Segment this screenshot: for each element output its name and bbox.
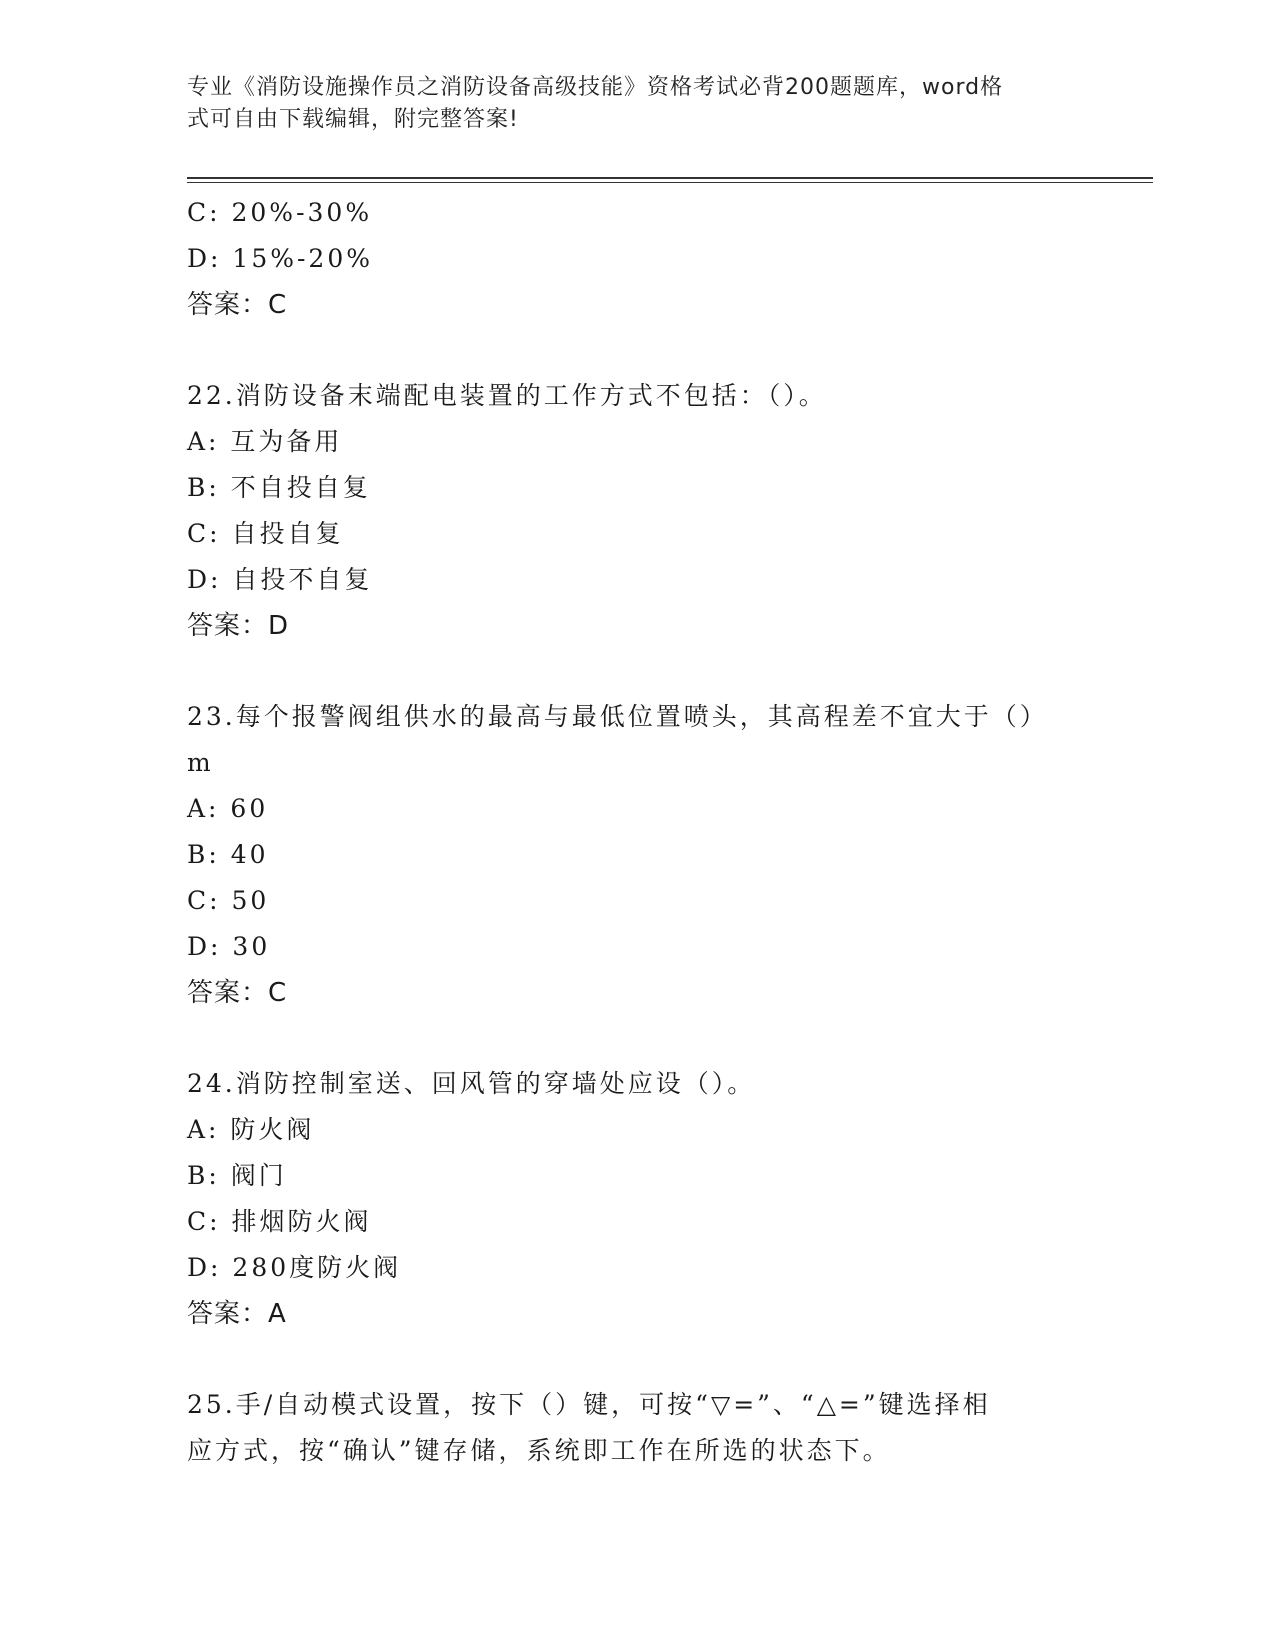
header-line-2: 式可自由下载编辑，附完整答案! xyxy=(187,107,519,132)
header-line-1: 专业《消防设施操作员之消防设备高级技能》资格考试必背200题题库，word格 xyxy=(187,75,1004,100)
option-a: A: 60 xyxy=(187,794,269,823)
question-23 xyxy=(187,694,1087,1016)
option-a: A: 互为备用 xyxy=(187,427,343,456)
answer: 答案：D xyxy=(187,611,290,641)
option-c: C: 50 xyxy=(187,886,270,915)
spacer xyxy=(187,328,1087,373)
option-d: D: 30 xyxy=(187,932,271,961)
option-d: D: 280度防火阀 xyxy=(187,1253,402,1282)
answer: 答案：C xyxy=(187,290,288,320)
answer: 答案：A xyxy=(187,1299,287,1329)
question-22 xyxy=(187,373,1087,649)
question-24 xyxy=(187,1061,1087,1337)
option-a: A: 防火阀 xyxy=(187,1115,315,1144)
question-text-line-2: m xyxy=(187,748,214,777)
question-text-line-1: 23.每个报警阀组供水的最高与最低位置喷头，其高程差不宜大于（） xyxy=(187,702,1048,731)
option-d: D: 自投不自复 xyxy=(187,565,373,594)
question-21-tail xyxy=(187,190,1087,328)
spacer xyxy=(187,1337,1087,1382)
option-c: C: 自投自复 xyxy=(187,519,344,548)
option-b: B: 阀门 xyxy=(187,1161,287,1190)
option-c: C: 排烟防火阀 xyxy=(187,1207,372,1236)
question-text-line-2: 应方式，按“确认”键存储，系统即工作在所选的状态下。 xyxy=(187,1436,891,1465)
option-d: D: 15%-20% xyxy=(187,244,373,273)
answer: 答案：C xyxy=(187,978,288,1008)
option-c: C: 20%-30% xyxy=(187,198,373,227)
question-text: 24.消防控制室送、回风管的穿墙处应设（）。 xyxy=(187,1069,756,1098)
option-b: B: 40 xyxy=(187,840,269,869)
question-text-line-1: 25.手/自动模式设置，按下（）键，可按“▽=”、“△=”键选择相 xyxy=(187,1390,991,1419)
option-b: B: 不自投自复 xyxy=(187,473,371,502)
spacer xyxy=(187,1016,1087,1061)
question-list xyxy=(187,190,1087,1474)
header-divider-thick xyxy=(187,177,1153,179)
header-divider-thin xyxy=(187,182,1153,183)
question-text: 22.消防设备末端配电装置的工作方式不包括：（）。 xyxy=(187,381,827,410)
document-header xyxy=(187,72,1067,136)
spacer xyxy=(187,649,1087,694)
question-25 xyxy=(187,1382,1087,1474)
